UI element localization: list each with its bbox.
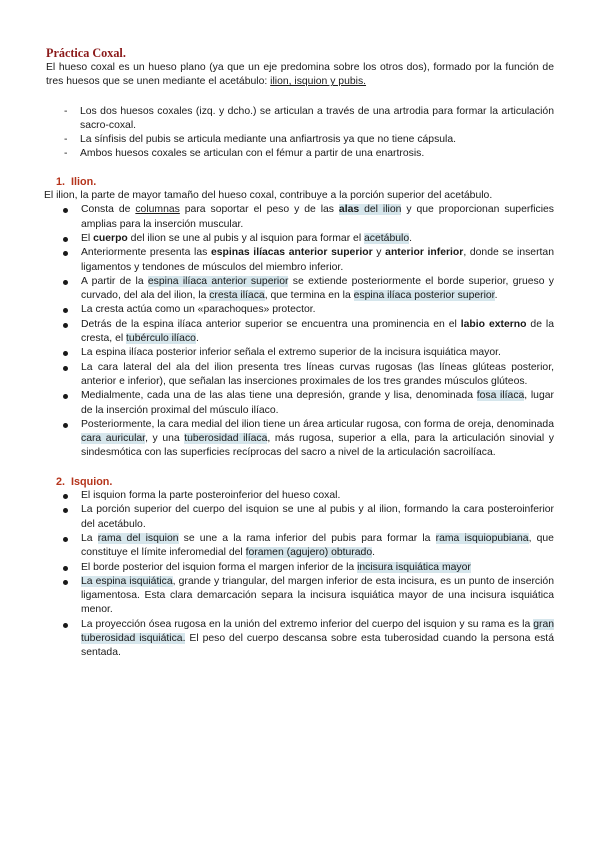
underlined-term: columnas [135, 204, 180, 216]
highlighted-term: La espina isquiática [81, 575, 173, 587]
highlighted-term: cresta ilíaca [209, 290, 265, 302]
list-item [46, 246, 554, 275]
dash-list [46, 105, 554, 162]
text: de la cresta, el [81, 318, 554, 345]
ilion-list [46, 203, 554, 460]
text: La [81, 532, 98, 544]
highlighted-term: gran tuberosidad isquiática. [81, 618, 554, 644]
list-item [46, 389, 554, 418]
text: El peso del cuerpo descansa sobre esta tuberosidad cuando la persona está sentada. [81, 632, 554, 659]
text: se extiende posteriormente el borde superior, grueso y curvado, del ala del ilion, la [81, 275, 554, 302]
text: se une a la rama inferior del pubis para formar la [178, 532, 436, 544]
section-heading-text: Ilion. [71, 175, 97, 188]
list-item: La porción superior del cuerpo del isquion se une al pubis y al ilion, formando la cara posteroinferior del acetábulo. [46, 503, 554, 532]
text: La proyección ósea rugosa en la unión del extremo inferior del cuerpo del isquion y su rama es la [81, 618, 534, 630]
document-title: Práctica Coxal. [46, 46, 126, 60]
intro-text: El hueso coxal es un hueso plano (ya que un eje predomina sobre los otros dos), formado por la función de tres huesos que se unen mediante el acetábulo: [46, 62, 554, 88]
text: . [409, 232, 412, 244]
text: El borde posterior del isquion forma el margen inferior de la [81, 561, 358, 573]
list-item: La cresta actúa como un «parachoques» protector. [46, 303, 554, 317]
highlighted-term: rama del isquion [97, 532, 179, 544]
dash-item: - Los dos huesos coxales (izq. y dcho.) se articulan a través de una artrodia para formar la articulación sacro-coxal. [46, 105, 554, 134]
highlighted-term: fosa ilíaca [476, 390, 525, 402]
text: , más rugosa, superior a ella, para la articulación sinovial y sindesmótica con las superficies recíprocas del sacro a nivel de la articulación sacroilíaca. [81, 433, 554, 459]
text: y [372, 247, 386, 259]
text: . [372, 547, 375, 559]
text: y que proporcionan superficies amplias para la inserción muscular. [81, 204, 554, 230]
list-item [46, 203, 554, 232]
dash-item: - Ambos huesos coxales se articulan con el fémur a partir de una enartrosis. [46, 147, 554, 161]
section-heading-isquion [46, 475, 554, 489]
text: Anteriormente presenta las [81, 247, 211, 259]
list-item [46, 232, 554, 246]
text: , que constituye el límite inferomedial del [81, 532, 554, 559]
text: del ilion se une al pubis y al isquion para formar el [127, 232, 365, 244]
dash-item: - La sínfisis del pubis se articula mediante una anfiartrosis ya que no tiene cápsula. [46, 133, 554, 147]
text: , grande y triangular, del margen inferior de esta incisura, es un punto de inserción ligamentosa. Esta clara demarcación separa la incisura isquiática mayor de una incisura isquiática menor. [81, 575, 554, 616]
list-item [46, 418, 554, 461]
text: Posteriormente, la cara medial del ilion tiene un área articular rugosa, con forma de oreja, denominada [81, 418, 554, 430]
text: , donde se insertan ligamentos y tendones de músculos del miembro inferior. [81, 247, 554, 273]
intro-paragraph [46, 61, 554, 90]
ilion-intro: El ilion, la parte de mayor tamaño del hueso coxal, contribuye a la porción superior del acetábulo. [44, 190, 493, 202]
text: para soportar el peso y de las [179, 204, 339, 216]
text: Detrás de la espina ilíaca anterior superior se encuentra una prominencia en el [81, 318, 461, 330]
text: El [81, 232, 94, 244]
list-item [46, 532, 554, 561]
section-heading-ilion [46, 175, 554, 189]
text: , que termina en la [264, 290, 354, 302]
highlighted-term: espina ilíaca anterior superior [147, 275, 289, 287]
list-item: El isquion forma la parte posteroinferior del hueso coxal. [46, 489, 554, 503]
text: Consta de [81, 204, 136, 216]
section-heading-text: Isquion. [71, 475, 113, 488]
bold-term: labio externo [460, 318, 527, 330]
list-item [46, 275, 554, 304]
text: . [494, 290, 498, 302]
list-item [46, 561, 554, 575]
highlighted-term: tuberosidad ilíaca [184, 433, 268, 445]
text: , lugar de la inserción proximal del músculo ilíaco. [81, 390, 554, 416]
bold-term: espinas ilíacas anterior superior [210, 247, 373, 259]
list-item [46, 575, 554, 618]
bold-term: cuerpo [93, 232, 128, 244]
highlighted-term: incisura isquiática mayor [357, 561, 471, 573]
isquion-list [46, 489, 554, 661]
highlighted-term: alas [338, 204, 360, 216]
list-item [46, 618, 554, 661]
text: Medialmente, cada una de las alas tiene una depresión, grande y lisa, denominada [81, 390, 477, 402]
highlighted-term: tubérculo ilíaco [126, 333, 196, 345]
section-number: 1. [56, 175, 66, 188]
highlighted-term: espina ilíaca posterior superior [353, 290, 495, 302]
highlighted-term: rama isquiopubiana [435, 532, 529, 544]
bold-term: anterior inferior [385, 247, 464, 259]
text: , y una [145, 433, 185, 445]
highlighted-term: foramen (agujero) obturado [245, 547, 373, 559]
document-page [46, 46, 554, 661]
list-item: La cara lateral del ala del ilion presenta tres líneas curvas rugosas (las líneas glúteas posterior, anterior e inferior), que señalan las inserciones proximales de los tres grandes músculos glúteos. [46, 361, 554, 390]
highlighted-term: del ilion [359, 204, 402, 216]
list-item: La espina ilíaca posterior inferior señala el extremo superior de la incisura isquiática mayor. [46, 346, 554, 360]
intro-underlined: ilion, isquion y pubis. [270, 76, 367, 88]
highlighted-term: cara auricular [81, 433, 146, 445]
section-number: 2. [56, 475, 66, 488]
highlighted-term: acetábulo [364, 232, 410, 244]
text: . [195, 333, 199, 345]
text: A partir de la [81, 275, 148, 287]
list-item [46, 318, 554, 347]
